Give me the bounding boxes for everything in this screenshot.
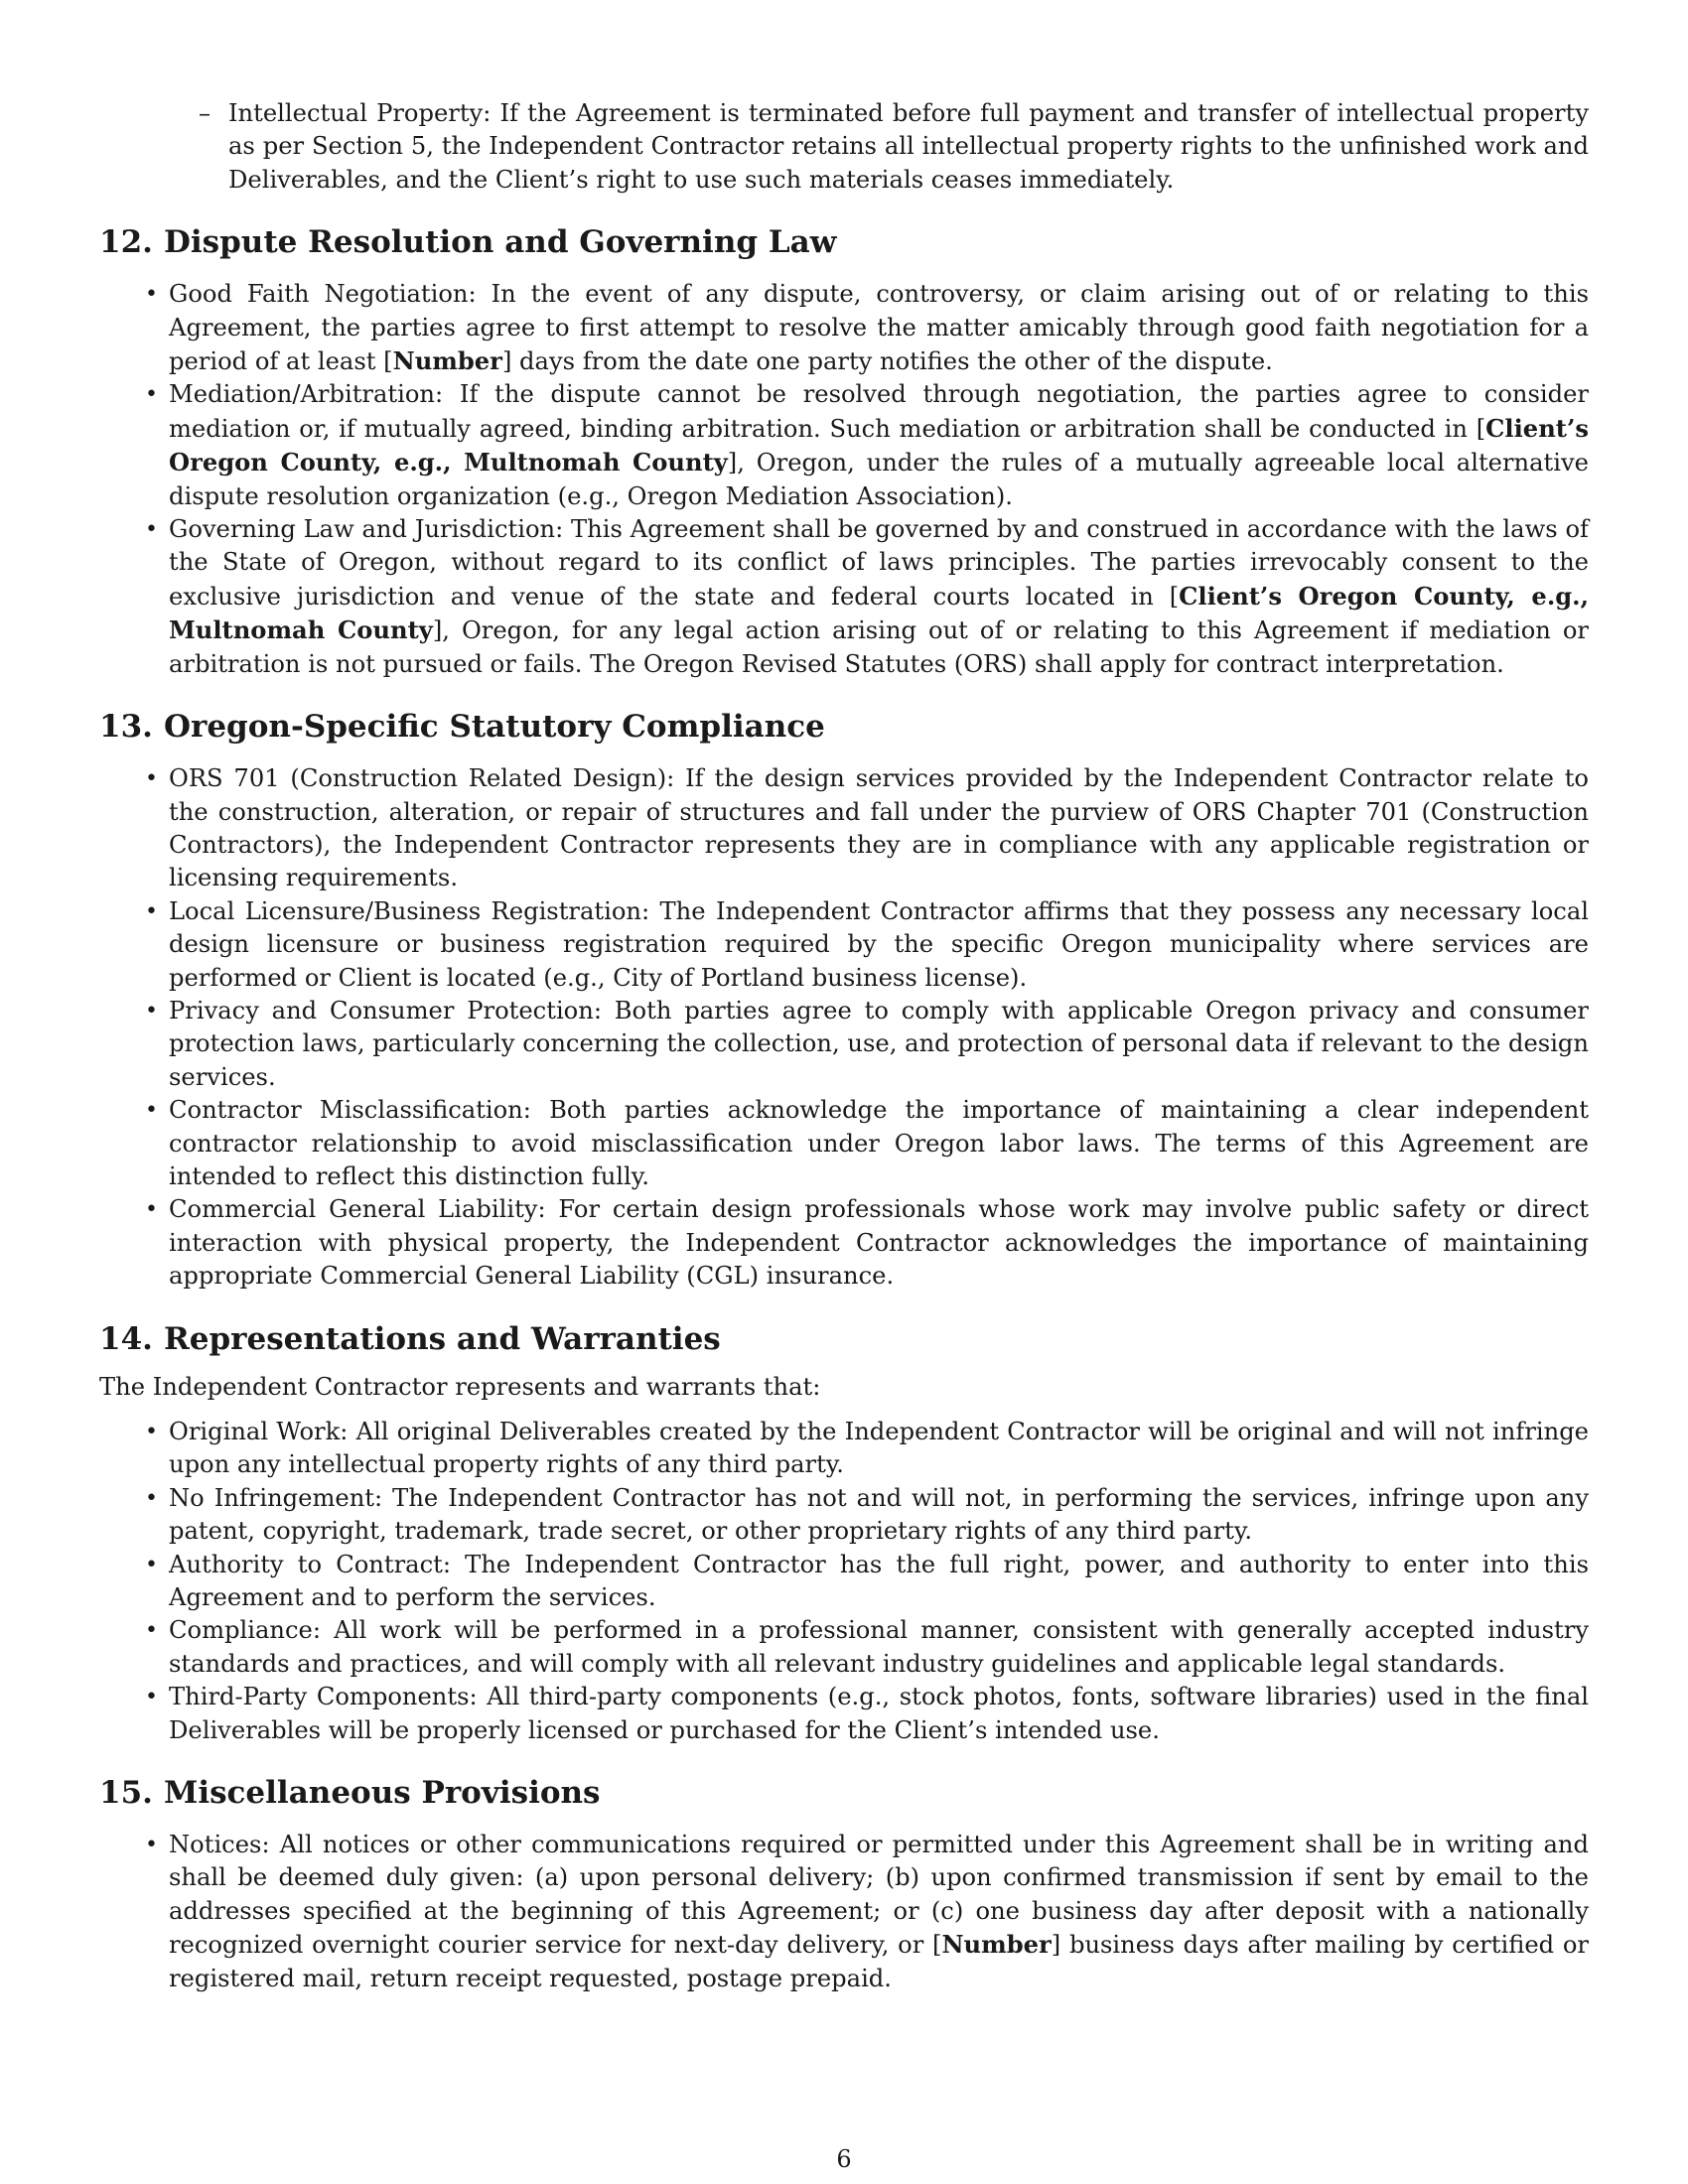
section-heading-15 bbox=[99, 1773, 1589, 1813]
section-heading-14 bbox=[99, 1319, 1589, 1359]
item-label: Commercial General Liability: bbox=[169, 1195, 546, 1224]
list-item bbox=[145, 378, 1589, 513]
item-label: Original Work: bbox=[169, 1418, 349, 1445]
section-13-list bbox=[99, 762, 1589, 1294]
bullet-marker: • bbox=[145, 1833, 158, 1858]
document-page bbox=[99, 97, 1589, 1995]
item-text: ], Oregon, under the rules of a mutually agreeable local alternative dispute resolution organization (e.g., Oregon Mediation Association). bbox=[169, 449, 1589, 510]
placeholder-field: Client’s Oregon County, e.g., Multnomah County bbox=[169, 413, 1589, 478]
placeholder-field: Number bbox=[392, 346, 502, 376]
item-text: ], Oregon, for any legal action arising out of or relating to this Agreement if mediation or arbitration is not pursued or fails. The Oregon Revised Statutes (ORS) shall apply for contract interpretation. bbox=[169, 616, 1589, 678]
item-text: All notices or other communications required or permitted under this Agreement shall be in writing and shall be deemed duly given: (a) upon personal delivery; (b) upon confirmed transmission if sent by email to the addresses specified at the beginning of this Agreement; or (c) one business day after deposit with a nationally recognized overnight courier service for next-day delivery, or [ bbox=[169, 1831, 1589, 1960]
list-item bbox=[145, 1482, 1589, 1549]
bullet-marker: • bbox=[145, 1618, 158, 1644]
item-label: Compliance: bbox=[169, 1616, 321, 1645]
item-text: The Independent Contractor affirms that they possess any necessary local design licensure or business registration required by the specific Oregon municipality where services are performed or Client is located (e.g., City of Portland business license). bbox=[169, 896, 1589, 992]
section-intro: The Independent Contractor represents and warrants that: bbox=[99, 1372, 821, 1401]
list-item bbox=[145, 1416, 1589, 1482]
section-heading-12 bbox=[99, 222, 1589, 262]
item-label: Privacy and Consumer Protection: bbox=[169, 996, 602, 1024]
list-item bbox=[145, 1549, 1589, 1615]
item-text: If the Agreement is terminated before full payment and transfer of intellectual property as per Section 5, the Independent Contractor retains all intellectual property rights to the unfinished work and Deliverables, and the Client’s right to use such materials ceases immediately. bbox=[228, 99, 1590, 194]
item-text: ] business days after mailing by certified or registered mail, return receipt requested, postage prepaid. bbox=[169, 1931, 1589, 1992]
item-label: Third-Party Components: bbox=[169, 1683, 478, 1711]
section-number: 13. bbox=[99, 709, 153, 746]
bullet-marker: • bbox=[145, 1485, 158, 1511]
bullet-marker: • bbox=[145, 1685, 158, 1710]
list-item bbox=[145, 513, 1589, 681]
list-item bbox=[145, 1681, 1589, 1747]
bullet-marker: • bbox=[145, 898, 158, 924]
item-text: This Agreement shall be governed by and construed in accordance with the laws of the State of Oregon, without regard to its conflict of laws principles. The parties irrevocably consent to the exclusive jurisdiction and venue of the state and federal courts located in [ bbox=[169, 515, 1589, 611]
section-title: Representations and Warranties bbox=[164, 1320, 721, 1357]
section-title: Oregon-Specific Statutory Compliance bbox=[164, 709, 825, 746]
section-number: 14. bbox=[99, 1320, 153, 1357]
bullet-marker: • bbox=[145, 1197, 158, 1223]
item-text: All work will be performed in a professional manner, consistent with generally accepted industry standards and practices, and will comply with all relevant industry guidelines and applicable legal standards. bbox=[169, 1616, 1589, 1678]
list-item bbox=[145, 762, 1589, 895]
list-item bbox=[145, 278, 1589, 378]
item-text: For certain design professionals whose work may involve public safety or direct interaction with physical property, the Independent Contractor acknowledges the importance of maintaining appropriate Commercial General Liability (CGL) insurance. bbox=[169, 1195, 1590, 1291]
list-item bbox=[145, 1193, 1590, 1293]
list-item bbox=[145, 1614, 1589, 1681]
item-label: No Infringement: bbox=[169, 1483, 383, 1512]
item-text: All original Deliverables created by the Independent Contractor will be original and will not infringe upon any intellectual property rights of any third party. bbox=[169, 1418, 1589, 1479]
dash-marker: – bbox=[199, 99, 211, 127]
section-title: Dispute Resolution and Governing Law bbox=[164, 224, 837, 261]
item-text: The Independent Contractor has not and will not, in performing the services, infringe upon any patent, copyright, trademark, trade secret, or other proprietary rights of any third party. bbox=[169, 1483, 1589, 1546]
section-number: 15. bbox=[99, 1775, 153, 1812]
item-label: Intellectual Property: bbox=[228, 99, 492, 127]
section-15-list bbox=[99, 1829, 1589, 1995]
list-item bbox=[145, 1829, 1589, 1995]
section-heading-13 bbox=[99, 707, 1589, 747]
item-text: ] days from the date one party notifies the other of the dispute. bbox=[501, 347, 1273, 376]
item-label: Good Faith Negotiation: bbox=[169, 280, 477, 309]
item-text: If the dispute cannot be resolved through negotiation, the parties agree to consider mediation or, if mutually agreed, binding arbitration. Such mediation or arbitration shall be conducted in [ bbox=[169, 380, 1589, 443]
list-item bbox=[145, 895, 1589, 995]
item-text: In the event of any dispute, controversy, or claim arising out of or relating to this Agreement, the parties agree to first attempt to resolve the matter amicably through good faith negotiation for a period of at least [ bbox=[169, 280, 1589, 376]
item-label: Mediation/Arbitration: bbox=[169, 380, 444, 409]
bullet-marker: • bbox=[145, 998, 158, 1024]
item-text: Both parties acknowledge the importance of maintaining a clear independent contractor relationship to avoid misclassification under Oregon labor laws. The terms of this Agreement are intended to reflect this distinction fully. bbox=[169, 1096, 1590, 1190]
list-item bbox=[199, 97, 1590, 197]
item-label: Notices: bbox=[169, 1831, 270, 1859]
page-number: 6 bbox=[836, 2145, 852, 2173]
item-label: ORS 701 (Construction Related Design): bbox=[169, 764, 675, 793]
bullet-marker: • bbox=[145, 1552, 158, 1577]
termination-sublist bbox=[99, 97, 1589, 197]
item-label: Authority to Contract: bbox=[169, 1550, 451, 1578]
item-text: Both parties agree to comply with applicable Oregon privacy and consumer protection laws, particularly concerning the collection, use, and protection of personal data if relevant to the design services. bbox=[169, 996, 1589, 1091]
section-number: 12. bbox=[99, 224, 153, 261]
item-text: All third-party components (e.g., stock photos, fonts, software libraries) used in the final Deliverables will be properly licensed or purchased for the Client’s intended use. bbox=[169, 1683, 1589, 1744]
bullet-marker: • bbox=[145, 382, 158, 408]
list-item bbox=[145, 995, 1589, 1094]
bullet-marker: • bbox=[145, 517, 158, 543]
bullet-marker: • bbox=[145, 1420, 158, 1444]
list-item bbox=[145, 1094, 1590, 1193]
placeholder-field: Client’s Oregon County, e.g., Multnomah County bbox=[169, 581, 1589, 645]
item-label: Local Licensure/Business Registration: bbox=[169, 896, 650, 925]
bullet-marker: • bbox=[145, 1098, 158, 1124]
bullet-marker: • bbox=[145, 766, 158, 792]
item-text: The Independent Contractor has the full right, power, and authority to enter into this Agreement and to perform the services. bbox=[169, 1550, 1589, 1612]
section-12-list bbox=[99, 278, 1589, 681]
item-label: Contractor Misclassification: bbox=[169, 1096, 531, 1125]
bullet-marker: • bbox=[145, 282, 158, 308]
section-title: Miscellaneous Provisions bbox=[164, 1775, 601, 1812]
item-text: If the design services provided by the Independent Contractor relate to the construction, alteration, or repair of structures and fall under the purview of ORS Chapter 701 (Construction Contractors), the Independent Contractor represents they are in compliance with any applicable registration or licensing requirements. bbox=[169, 764, 1589, 892]
placeholder-field: Number bbox=[941, 1930, 1052, 1960]
section-14-list bbox=[99, 1416, 1589, 1747]
item-label: Governing Law and Jurisdiction: bbox=[169, 515, 564, 544]
